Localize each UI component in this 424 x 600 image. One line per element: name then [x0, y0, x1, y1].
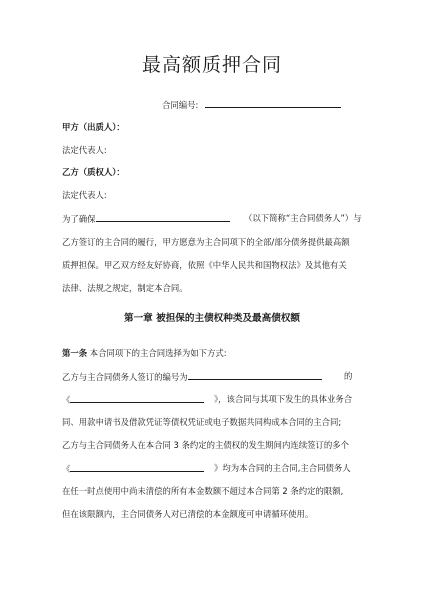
option-1-line-2 [62, 393, 204, 406]
intro-line-4: 法律、法规之规定，制定本合同。 [62, 283, 188, 293]
option-2-line-1: 乙方与主合同债务人在本合同 3 条约定的主债权的发生期间内连续签订的多个 [62, 440, 350, 450]
party-a-label: 甲方（出质人）： [62, 122, 125, 132]
option-1-line-2-suffix: 》，该合同与其项下发生的具体业务合 [214, 394, 353, 404]
intro-line-1 [62, 212, 230, 225]
continuous-contract-name-blank[interactable] [70, 462, 204, 472]
article-1-label: 第一条 [62, 348, 88, 358]
chapter-heading: 第一章 被担保的主债权种类及最高债权额 [123, 313, 301, 324]
option-2-line-2 [62, 462, 204, 475]
party-a-rep-label: 法定代表人: [62, 145, 107, 155]
option-2-line-3: 在任一时点使用中尚未清偿的所有本金数额不超过本合同第 2 条约定的限额, [62, 486, 344, 496]
option-1-prefix: 乙方与主合同债务人签订的编号为 [62, 372, 188, 382]
party-b-rep-label: 法定代表人: [62, 190, 107, 200]
option-1-line-1 [62, 370, 322, 383]
intro-line-2: 乙方签订的主合同的履行，甲方愿意为主合同项下的全部/部分债务提供最高额 [62, 237, 350, 247]
intro-line-1-suffix: （以下简称“主合同债务人”）与 [244, 213, 362, 223]
intro-prefix: 为了确保 [62, 214, 96, 224]
option-2-line-2-suffix: 》均为本合同的主合同,主合同债务人 [214, 463, 351, 473]
option-1-bracket: 《 [62, 395, 71, 405]
article-1-text: 本合同项下的主合同选择为如下方式: [89, 348, 227, 358]
option-1-line-1-suffix: 的 [344, 371, 353, 381]
guaranteed-party-blank[interactable] [96, 212, 230, 222]
option-2-bracket: 《 [62, 464, 71, 474]
contract-number-blank[interactable] [205, 98, 341, 108]
article-1-intro [62, 347, 227, 359]
main-contract-number-blank[interactable] [188, 370, 322, 380]
option-2-line-4: 但在该限额内，主合同债务人对已清偿的本金额度可申请循环使用。 [62, 509, 314, 519]
option-1-line-3: 同、用款申请书及借款凭证等债权凭证或电子数据共同构成本合同的主合同; [62, 417, 342, 427]
main-contract-name-blank[interactable] [70, 393, 204, 403]
intro-line-3: 质押担保。甲乙双方经友好协商，依照《中华人民共和国物权法》及其他有关 [62, 260, 347, 270]
document-title: 最高额质押合同 [141, 54, 282, 76]
contract-number-label: 合同编号: [162, 100, 199, 110]
party-b-label: 乙方（质权人）： [62, 167, 125, 177]
contract-number-line [162, 98, 341, 111]
